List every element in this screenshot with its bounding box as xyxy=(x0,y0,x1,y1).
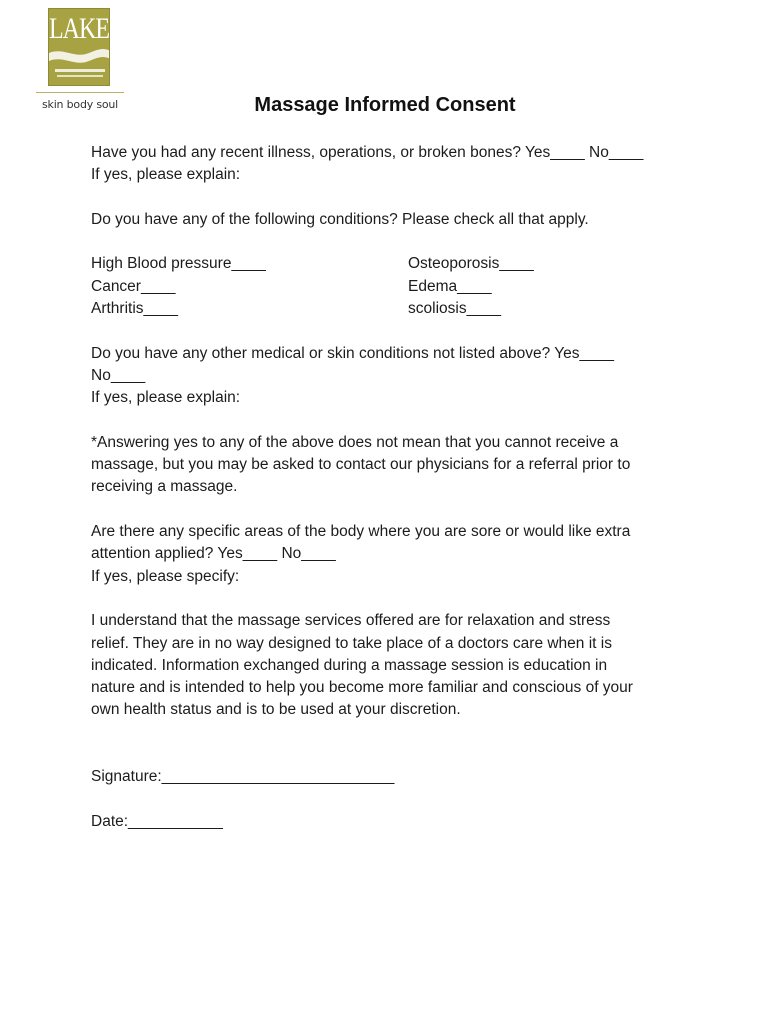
page-title: Massage Informed Consent xyxy=(254,94,516,116)
other-conditions-explain-label: If yes, please explain: xyxy=(91,389,241,407)
condition-arthritis: Arthritis____ xyxy=(91,300,179,318)
consent-statement-line-5: own health status and is to be used at your discretion. xyxy=(91,701,461,719)
condition-edema: Edema____ xyxy=(408,277,492,295)
condition-cancer: Cancer____ xyxy=(91,277,176,295)
sore-areas-specify-label: If yes, please specify: xyxy=(91,567,240,585)
consent-statement-line-4: nature and is intended to help you become more familiar and conscious of your xyxy=(91,679,633,697)
logo-badge xyxy=(48,8,110,86)
consent-statement-line-3: indicated. Information exchanged during a massage session is education in xyxy=(91,656,608,674)
illness-question: Have you had any recent illness, operations, or broken bones? Yes____ No____ xyxy=(91,144,644,161)
consent-statement-line-2: relief. They are in no way designed to take place of a doctors care when it is xyxy=(91,634,612,652)
referral-note-line-1: *Answering yes to any of the above does not mean that you cannot receive a xyxy=(91,433,619,451)
logo-divider xyxy=(36,92,124,93)
date-field[interactable]: Date:___________ xyxy=(91,812,223,830)
logo-tagline: skin body soul xyxy=(42,98,119,111)
consent-statement-line-1: I understand that the massage services offered are for relaxation and stress xyxy=(91,612,611,630)
conditions-prompt: Do you have any of the following conditions? Please check all that apply. xyxy=(91,210,589,228)
condition-scoliosis: scoliosis____ xyxy=(408,300,502,318)
referral-note-line-3: receiving a massage. xyxy=(91,478,238,496)
logo-mark: LAKE xyxy=(49,13,109,46)
form-body xyxy=(91,142,691,833)
logo-wave-graphic xyxy=(49,9,110,86)
signature-field[interactable]: Signature:___________________________ xyxy=(91,768,395,786)
condition-high-blood-pressure: High Blood pressure____ xyxy=(91,255,266,273)
sore-areas-question: Are there any specific areas of the body where you are sore or would like extra xyxy=(91,523,631,541)
conditions-list xyxy=(91,253,691,320)
illness-explain-label: If yes, please explain: xyxy=(91,166,241,184)
referral-note-line-2: massage, but you may be asked to contact our physicians for a referral prior to xyxy=(91,456,631,474)
sore-areas-yes-no: attention applied? Yes____ No____ xyxy=(91,545,336,563)
other-conditions-no: No____ xyxy=(91,366,146,384)
other-conditions-question: Do you have any other medical or skin conditions not listed above? Yes____ xyxy=(91,344,615,362)
condition-osteoporosis: Osteoporosis____ xyxy=(408,255,534,273)
